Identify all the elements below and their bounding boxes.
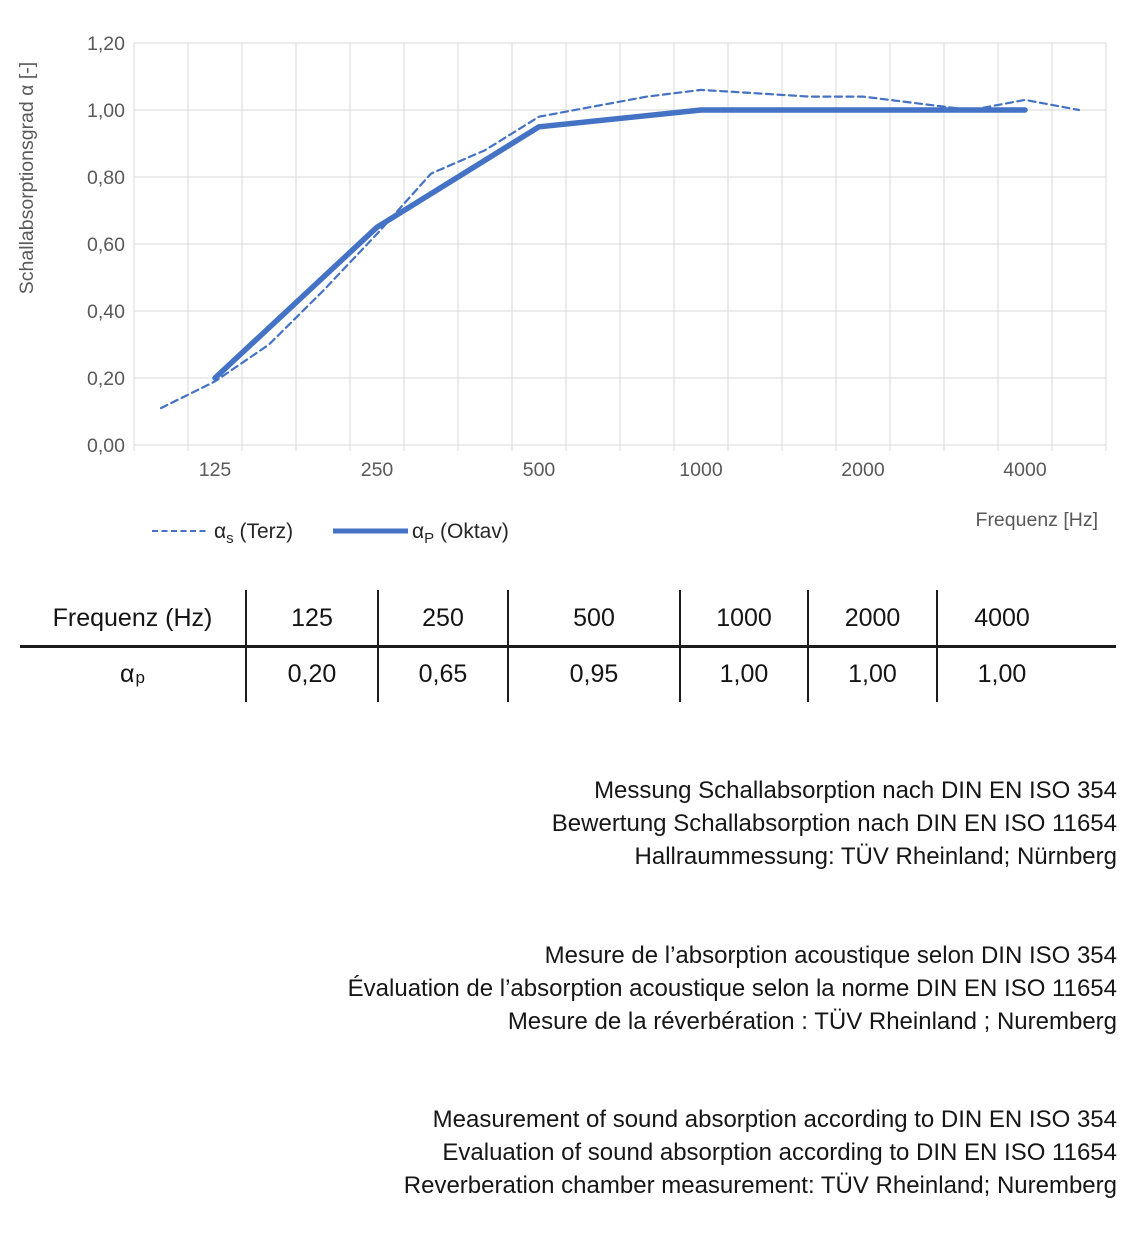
note-line-english: Measurement of sound absorption according to DIN EN ISO 354 bbox=[432, 1106, 1117, 1133]
table-alpha-p-value: 0,95 bbox=[507, 646, 679, 702]
table-frequency-header: 1000 bbox=[679, 590, 807, 646]
y-tick-label: 0,60 bbox=[87, 234, 125, 256]
y-tick-label: 0,20 bbox=[87, 368, 125, 390]
table-frequency-header: 500 bbox=[507, 590, 679, 646]
y-axis-title: Schallabsorptionsgrad α [-] bbox=[16, 61, 38, 295]
x-tick-label: 4000 bbox=[1003, 459, 1047, 481]
x-tick-label: 2000 bbox=[841, 459, 885, 481]
table-alpha-p-value: 1,00 bbox=[679, 646, 807, 702]
y-tick-label: 1,00 bbox=[87, 100, 125, 122]
note-line-german: Hallraummessung: TÜV Rheinland; Nürnberg bbox=[634, 843, 1117, 870]
table-alpha-p-value: 0,20 bbox=[245, 646, 377, 702]
x-axis-title: Frequenz [Hz] bbox=[975, 509, 1098, 531]
table-frequency-header: 250 bbox=[377, 590, 507, 646]
y-tick-label: 0,00 bbox=[87, 435, 125, 457]
notes-english bbox=[404, 1103, 1117, 1202]
y-tick-label: 0,40 bbox=[87, 301, 125, 323]
notes-french bbox=[348, 939, 1117, 1038]
notes-german bbox=[552, 774, 1117, 873]
legend-label-oktav: $\alpha_P$ (Oktav) bbox=[412, 520, 509, 547]
sound-absorption-chart bbox=[0, 0, 1135, 565]
table-alpha-p-value: 1,00 bbox=[807, 646, 936, 702]
x-tick-label: 250 bbox=[360, 459, 394, 481]
table-header-frequenz: Frequenz (Hz) bbox=[52, 603, 213, 632]
table-frequency-header: 4000 bbox=[936, 590, 1066, 646]
table-horizontal-rule bbox=[20, 645, 1116, 648]
note-line-english: Reverberation chamber measurement: TÜV Rheinland; Nuremberg bbox=[403, 1172, 1117, 1199]
table-frequency-header: 2000 bbox=[807, 590, 936, 646]
table-row-label-alpha-p: α p bbox=[120, 659, 145, 688]
y-tick-label: 0,80 bbox=[87, 167, 125, 189]
x-tick-label: 500 bbox=[522, 459, 556, 481]
legend-label-terz: $\alpha_s$ (Terz) bbox=[214, 520, 294, 547]
note-line-french: Mesure de la réverbération : TÜV Rheinland ; Nuremberg bbox=[507, 1008, 1117, 1035]
note-line-german: Bewertung Schallabsorption nach DIN EN ISO 11654 bbox=[551, 810, 1117, 837]
table-frequency-header: 125 bbox=[245, 590, 377, 646]
y-tick-label: 1,20 bbox=[87, 33, 125, 55]
table-alpha-p-value: 1,00 bbox=[936, 646, 1066, 702]
table-alpha-p-value: 0,65 bbox=[377, 646, 507, 702]
x-tick-label: 1000 bbox=[679, 459, 723, 481]
note-line-french: Évaluation de l’absorption acoustique selon la norme DIN EN ISO 11654 bbox=[347, 975, 1117, 1002]
note-line-german: Messung Schallabsorption nach DIN EN ISO 354 bbox=[594, 777, 1117, 804]
note-line-english: Evaluation of sound absorption according to DIN EN ISO 11654 bbox=[442, 1139, 1117, 1166]
note-line-french: Mesure de l’absorption acoustique selon DIN ISO 354 bbox=[544, 942, 1117, 969]
x-tick-label: 125 bbox=[198, 459, 232, 481]
